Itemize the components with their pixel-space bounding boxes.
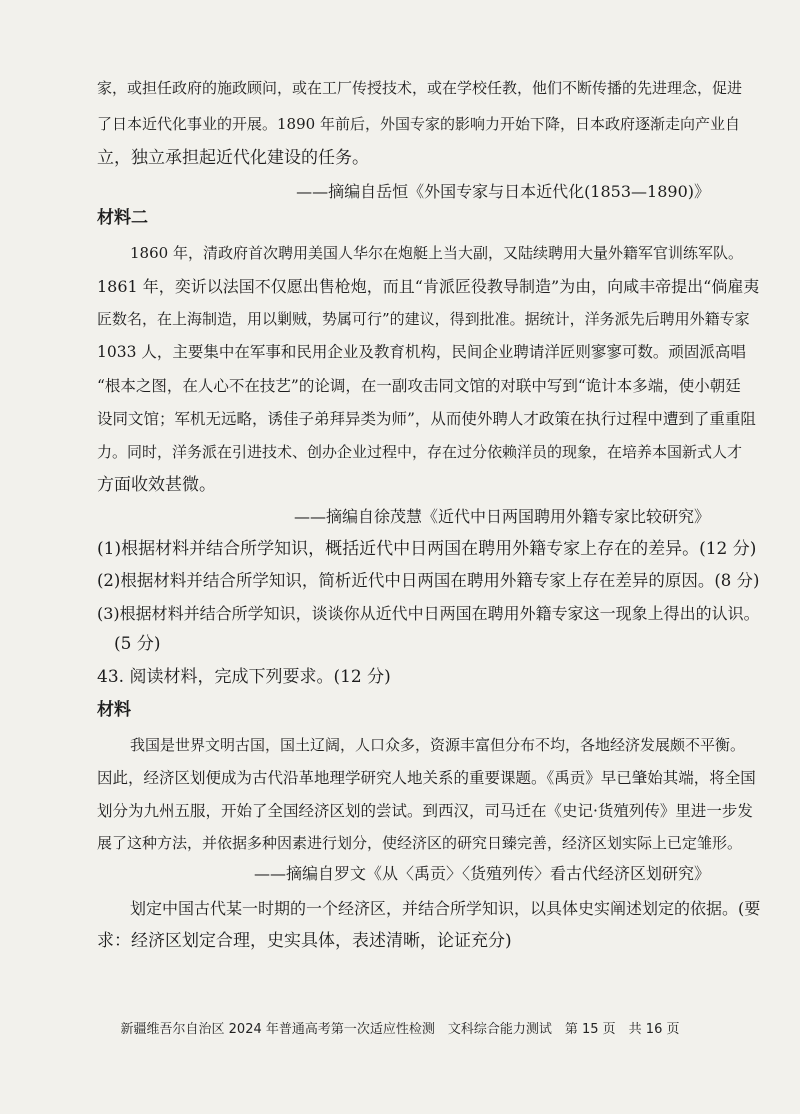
material2-line: 1861 年，奕䜣以法国不仅愿出售枪炮，而且“肯派匠役教导制造”为由，向咸丰帝提出“倘雇夷 [97, 277, 760, 296]
material2-line: 设同文馆；军机无远略，诱佳子弟拜异类为师”，从而使外聘人才政策在执行过程中遭到了重重阻 [97, 410, 756, 428]
material2-line: “根本之图，在人心不在技艺”的论调，在一副攻击同文馆的对联中写到“诡计本多端，使小朝廷 [97, 377, 741, 395]
source-citation-3: ——摘编自罗文《从〈禹贡〉〈货殖列传〉看古代经济区划研究》 [253, 864, 710, 883]
source-citation-1: ——摘编自岳恒《外国专家与日本近代化(1853—1890)》 [296, 182, 710, 201]
material3-line: 展了这种方法，并依据多种因素进行划分，使经济区的研究日臻完善，经济区划实际上已定雏形。 [97, 834, 743, 852]
material1-line: 了日本近代化事业的开展。1890 年前后，外国专家的影响力开始下降，日本政府逐渐走向产业自 [97, 115, 740, 133]
question-43-title: 43. 阅读材料，完成下列要求。(12 分) [97, 667, 391, 687]
material3-line: 我国是世界文明古国，国土辽阔，人口众多，资源丰富但分布不均，各地经济发展颇不平衡。 [130, 736, 746, 754]
question-1: (1)根据材料并结合所学知识，概括近代中日两国在聘用外籍专家上存在的差异。(12 分) [97, 539, 757, 559]
material3-line: 划分为九州五服，开始了全国经济区划的尝试。到西汉，司马迁在《史记·货殖列传》里进一步发 [97, 802, 753, 820]
material1-line: 家，或担任政府的施政顾问，或在工厂传授技术，或在学校任教，他们不断传播的先进理念，促进 [97, 79, 743, 97]
material-heading: 材料 [97, 700, 131, 720]
material1-line: 立，独立承担起近代化建设的任务。 [97, 148, 369, 168]
material2-line: 力。同时，洋务派在引进技术、创办企业过程中，存在过分依赖洋员的现象，在培养本国新式人才 [97, 443, 743, 461]
page-footer: 新疆维吾尔自治区 2024 年普通高考第一次适应性检测 文科综合能力测试 第 15 页 共 16 页 [120, 1022, 680, 1037]
material2-line: 1860 年，清政府首次聘用美国人华尔在炮艇上当大副，又陆续聘用大量外籍军官训练军队。 [130, 244, 743, 262]
question-2: (2)根据材料并结合所学知识，简析近代中日两国在聘用外籍专家上存在差异的原因。(8 分) [97, 571, 760, 590]
material2-heading: 材料二 [97, 208, 148, 228]
material3-line: 因此，经济区划便成为古代沿革地理学研究人地关系的重要课题。《禹贡》早已肇始其端，将全国 [97, 769, 756, 787]
task-line: 求：经济区划定合理，史实具体，表述清晰，论证充分) [97, 931, 512, 951]
question-3: (3)根据材料并结合所学知识，谈谈你从近代中日两国在聘用外籍专家这一现象上得出的认识。 [97, 604, 760, 623]
material2-line: 匠数名，在上海制造，用以剿贼，势属可行”的建议，得到批准。据统计，洋务派先后聘用外籍专家 [97, 310, 750, 328]
source-citation-2: ——摘编自徐茂慧《近代中日两国聘用外籍专家比较研究》 [293, 507, 710, 526]
question-3-score: (5 分) [114, 634, 161, 654]
material2-line: 1033 人，主要集中在军事和民用企业及教育机构，民间企业聘请洋匠则寥寥可数。顽固派高唱 [97, 343, 746, 361]
task-line: 划定中国古代某一时期的一个经济区，并结合所学知识，以具体史实阐述划定的依据。(要 [130, 899, 761, 918]
material2-line: 方面收效甚微。 [97, 475, 216, 495]
